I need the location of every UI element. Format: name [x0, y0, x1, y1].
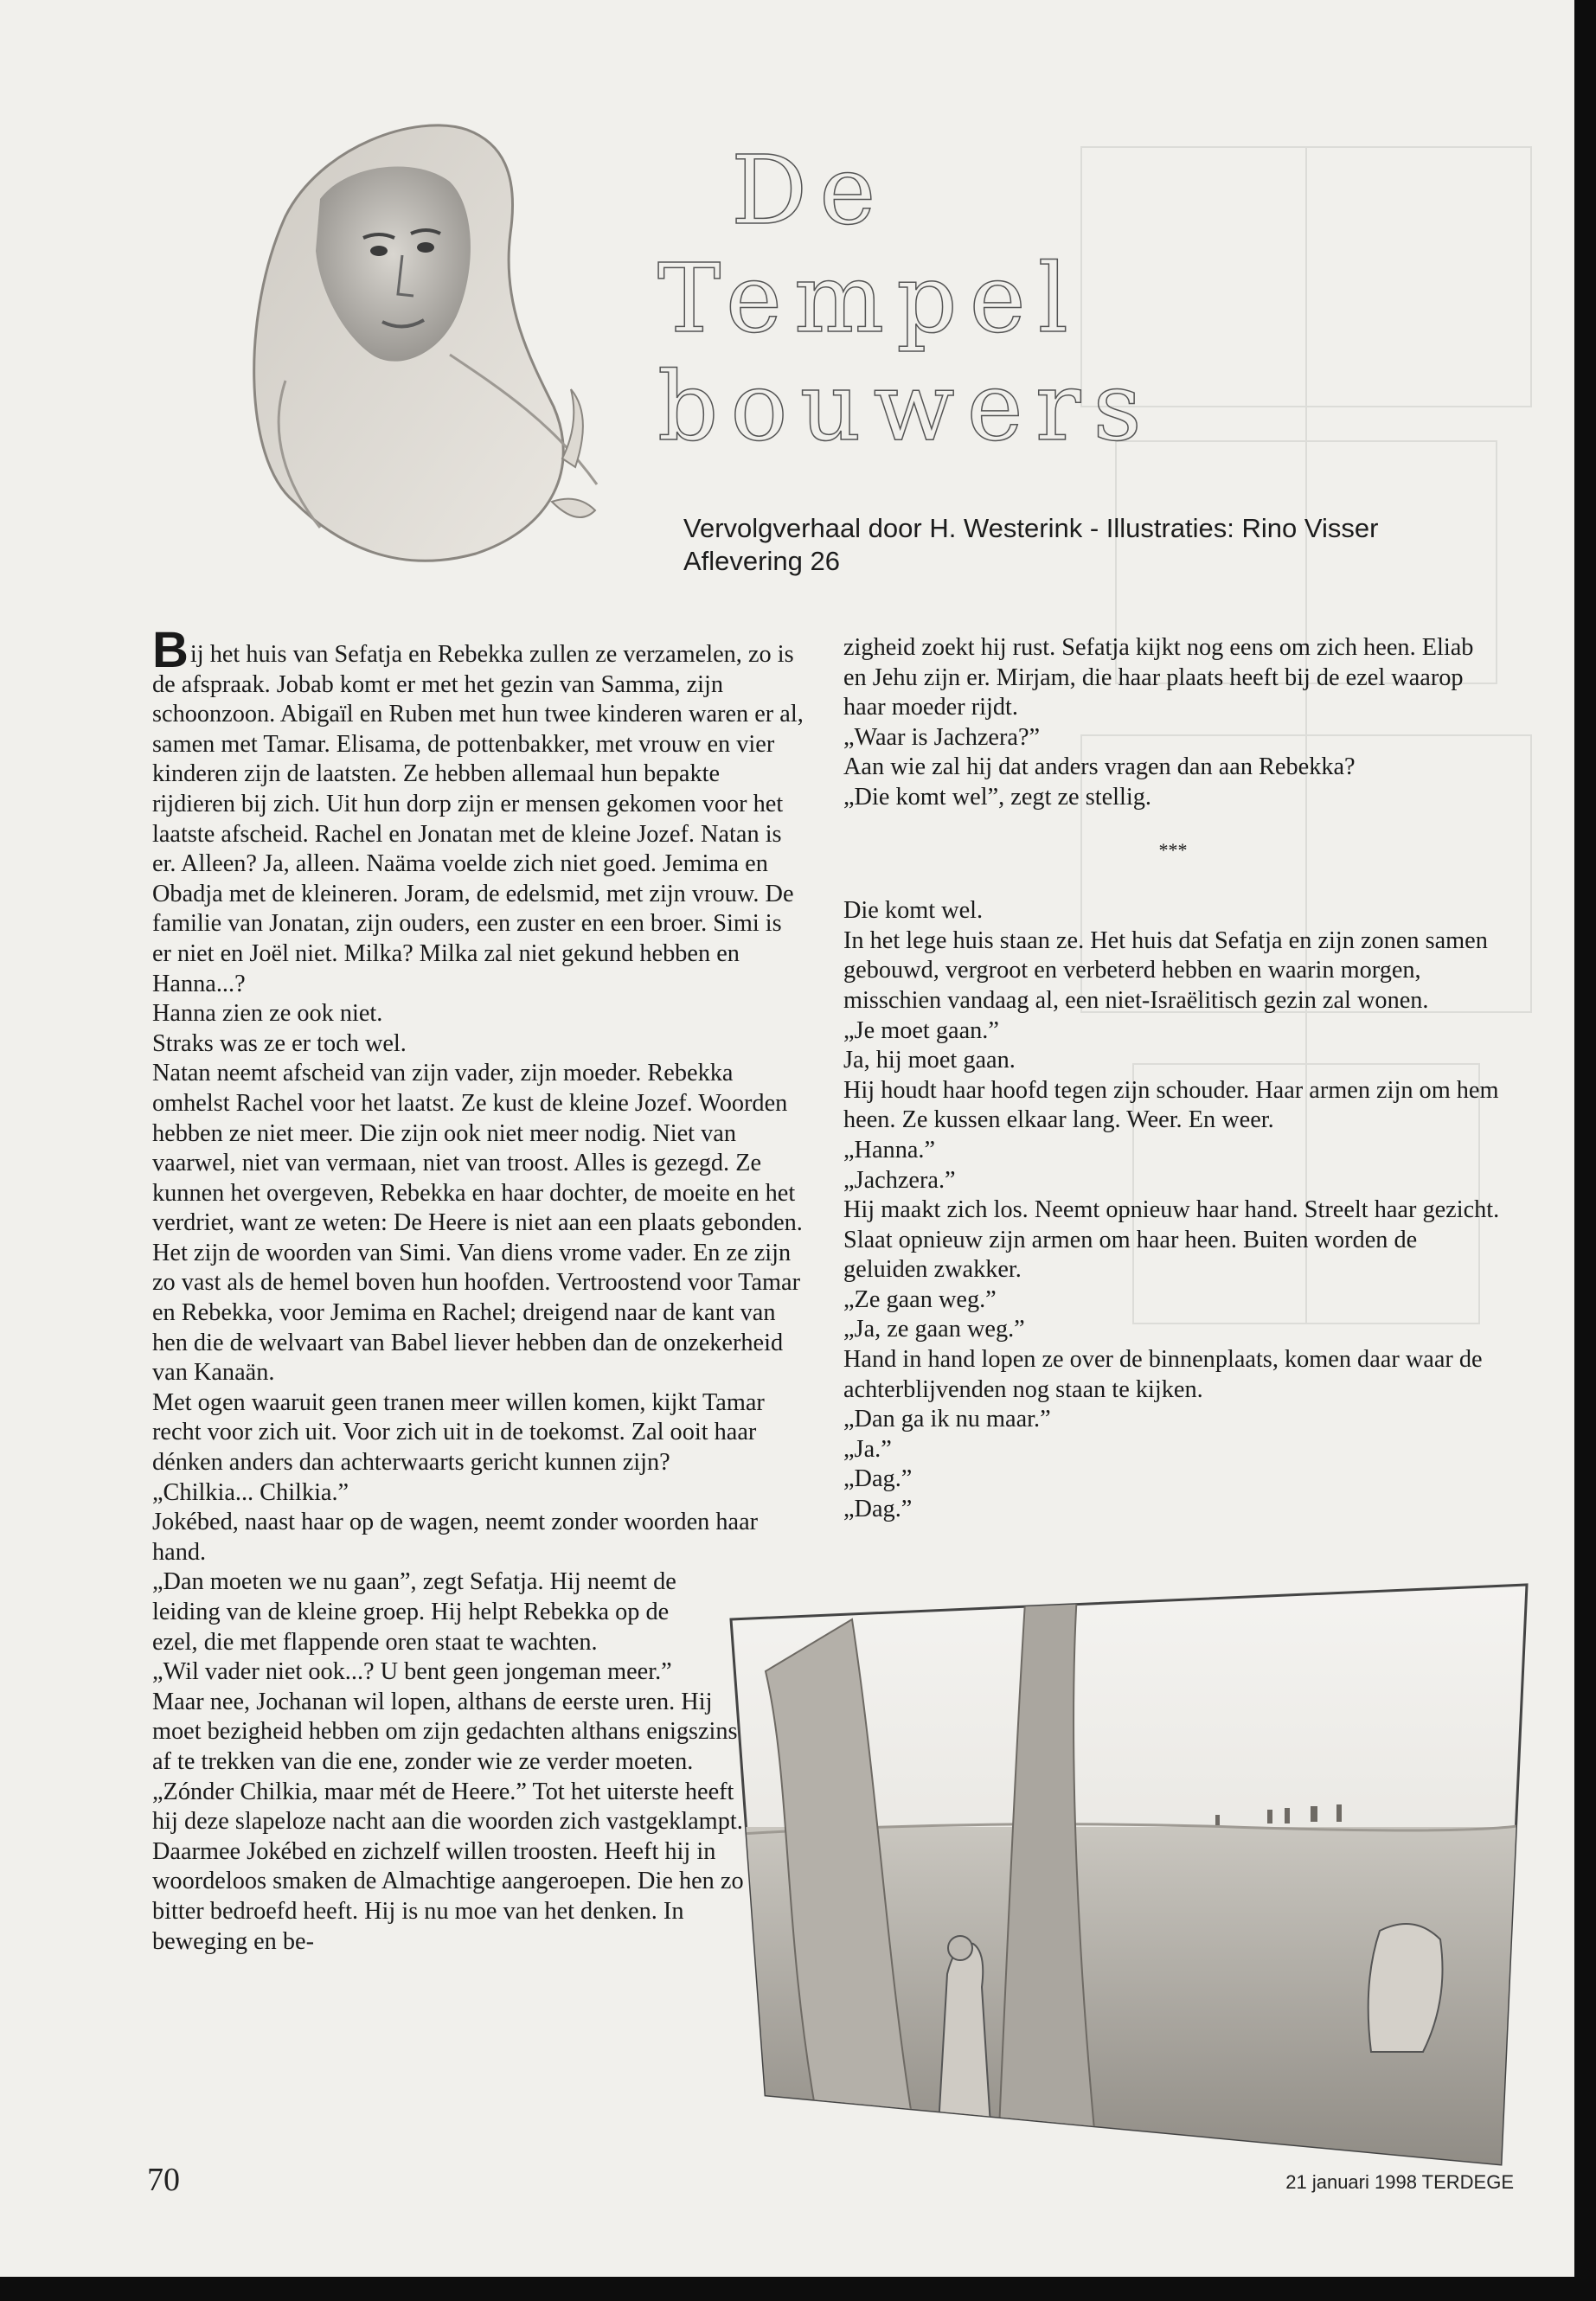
paragraph: „Dag.” [843, 1496, 913, 1523]
paragraph: „Ja.” [843, 1435, 892, 1463]
paragraph: Aan wie zal hij dat anders vragen dan aan Rebekka? [843, 753, 1356, 781]
landscape-illustration [714, 1567, 1535, 2173]
paragraph: „Dan moeten we nu gaan”, zegt Sefatja. Hij neemt de leiding van de kleine groep. Hij helpt Rebekka op de ezel, die met flappende oren staat te wachten. [152, 1568, 676, 1656]
paragraph: Natan neemt afscheid van zijn vader, zijn moeder. Rebekka omhelst Rachel voor het laatst. Ze kust de kleine Jozef. Woorden hebben ze niet meer. Die zijn ook niet meer nodig. Niet van vaarwel, niet van vermaan, niet van troost. Alles is gezegd. Ze kunnen het overgeven, Rebekka en haar dochter, de moeite en het verdriet, want ze weten: De Heere is niet aan een plaats gebonden. Het zijn de woorden van Simi. Van diens vrome vader. En ze zijn zo vast als de hemel boven hun hoofden. Vertroostend voor Tamar en Rebekka, voor Jemima en Rachel; dreigend naar de kant van hen die de welvaart van Babel liever hebben dan de onzekerheid van Kanaän. [152, 1060, 803, 1387]
left-text-column [152, 622, 805, 1957]
paragraph: Hij maakt zich los. Neemt opnieuw haar hand. Streelt haar gezicht. Slaat opnieuw zijn armen om haar heen. Buiten worden de geluiden zwakker. [843, 1196, 1500, 1284]
title-line-1: De [731, 135, 888, 246]
paragraph: Die komt wel. [843, 897, 984, 925]
page-number: 70 [147, 2162, 180, 2198]
paragraph: „Waar is Jachzera?” [843, 723, 1041, 751]
paragraph: „Ja, ze gaan weg.” [843, 1316, 1025, 1343]
paragraph: Maar nee, Jochanan wil lopen, althans de eerste uren. Hij moet bezigheid hebben om zijn gedachten althans enigszins af te trekken van die ene, zonder wie ze verder moeten. „Zónder Chilkia, maar mét de Heere.” Tot het uiterste heeft hij deze slapeloze nacht aan die woorden zich vastgeklampt. Daarmee Jokébed en zichzelf willen troosten. Heeft hij in woordeloos smaken de Almachtige aangeroepen. Die hen zo bitter bedroefd heeft. Hij is nu moe van het denken. In beweging en be- [152, 1688, 744, 1955]
title-line-2: Tempel [657, 243, 1080, 354]
portrait-illustration [190, 95, 675, 580]
paragraph: „Die komt wel”, zegt ze stellig. [843, 783, 1151, 811]
paragraph: „Je moet gaan.” [843, 1016, 999, 1044]
scan-edge-right [1574, 0, 1596, 2301]
paragraph: „Ze gaan weg.” [843, 1285, 997, 1313]
issue-date: 21 januari 1998 TERDEGE [1285, 2171, 1514, 2193]
paragraph [152, 622, 805, 999]
paragraph: Hanna zien ze ook niet. [152, 1000, 383, 1028]
paragraph: Met ogen waaruit geen tranen meer willen komen, kijkt Tamar recht voor zich uit. Voor zich uit in de toekomst. Zal ooit haar dénken anders dan achterwaarts gericht kunnen zijn? [152, 1388, 765, 1477]
byline-credit: Vervolgverhaal door H. Westerink - Illustraties: Rino Visser [683, 513, 1379, 543]
paragraph: Hij houdt haar hoofd tegen zijn schouder. Haar armen zijn om hem heen. Ze kussen elkaar lang. Weer. En weer. [843, 1076, 1499, 1134]
paragraph: Jokébed, naast haar op de wagen, neemt zonder woorden haar hand. [152, 1509, 759, 1566]
byline-episode: Aflevering 26 [683, 546, 840, 576]
section-separator: *** [1158, 838, 1188, 861]
right-text-column [843, 633, 1503, 1525]
paragraph: „Chilkia... Chilkia.” [152, 1478, 349, 1506]
paragraph: „Wil vader niet ook...? U bent geen jongeman meer.” [152, 1658, 672, 1686]
paragraph: zigheid zoekt hij rust. Sefatja kijkt nog eens om zich heen. Eliab en Jehu zijn er. Mirjam, die haar plaats heeft bij de ezel waarop haar moeder rijdt. [843, 634, 1474, 721]
paragraph-text: ij het huis van Sefatja en Rebekka zullen ze verzamelen, zo is de afspraak. Jobab komt er met het gezin van Samma, zijn schoonzoon. Abigaïl en Ruben met hun twee kinderen waren er al, samen met Tamar. Elisama, de pottenbakker, met vrouw en vier kinderen zijn de laatsten. Ze hebben allemaal hun bepakte rijdieren bij zich. Uit hun dorp zijn er mensen gekomen voor het laatste afscheid. Rachel en Jonatan met de kleine Jozef. Natan is er. Alleen? Ja, alleen. Naäma voelde zich niet goed. Jemima en Obadja met de kleineren. Joram, de edelsmid, met zijn vrouw. De familie van Jonatan, zijn ouders, een zuster en een broer. Simi is er niet en Joël niet. Milka? Milka zal niet gekund hebben en Hanna...? [152, 641, 804, 997]
paragraph: „Hanna.” [843, 1136, 936, 1163]
byline [683, 512, 1548, 578]
paragraph: Hand in hand lopen ze over de binnenplaats, komen daar waar de achterblijvenden nog staan te kijken. [843, 1346, 1483, 1403]
paragraph: „Dag.” [843, 1465, 913, 1493]
paragraph: Straks was ze er toch wel. [152, 1029, 407, 1057]
scan-edge-bottom [0, 2277, 1596, 2301]
title-line-3: bouwers [657, 351, 1154, 462]
paragraph: „Jachzera.” [843, 1166, 956, 1194]
paragraph: „Dan ga ik nu maar.” [843, 1406, 1051, 1433]
paragraph: Ja, hij moet gaan. [843, 1047, 1016, 1074]
paragraph: In het lege huis staan ze. Het huis dat Sefatja en zijn zonen samen gebouwd, vergroot en verbeterd hebben en waarin morgen, misschien vandaag al, een niet-Israëlitisch gezin zal wonen. [843, 926, 1488, 1014]
drop-cap: B [152, 622, 189, 678]
